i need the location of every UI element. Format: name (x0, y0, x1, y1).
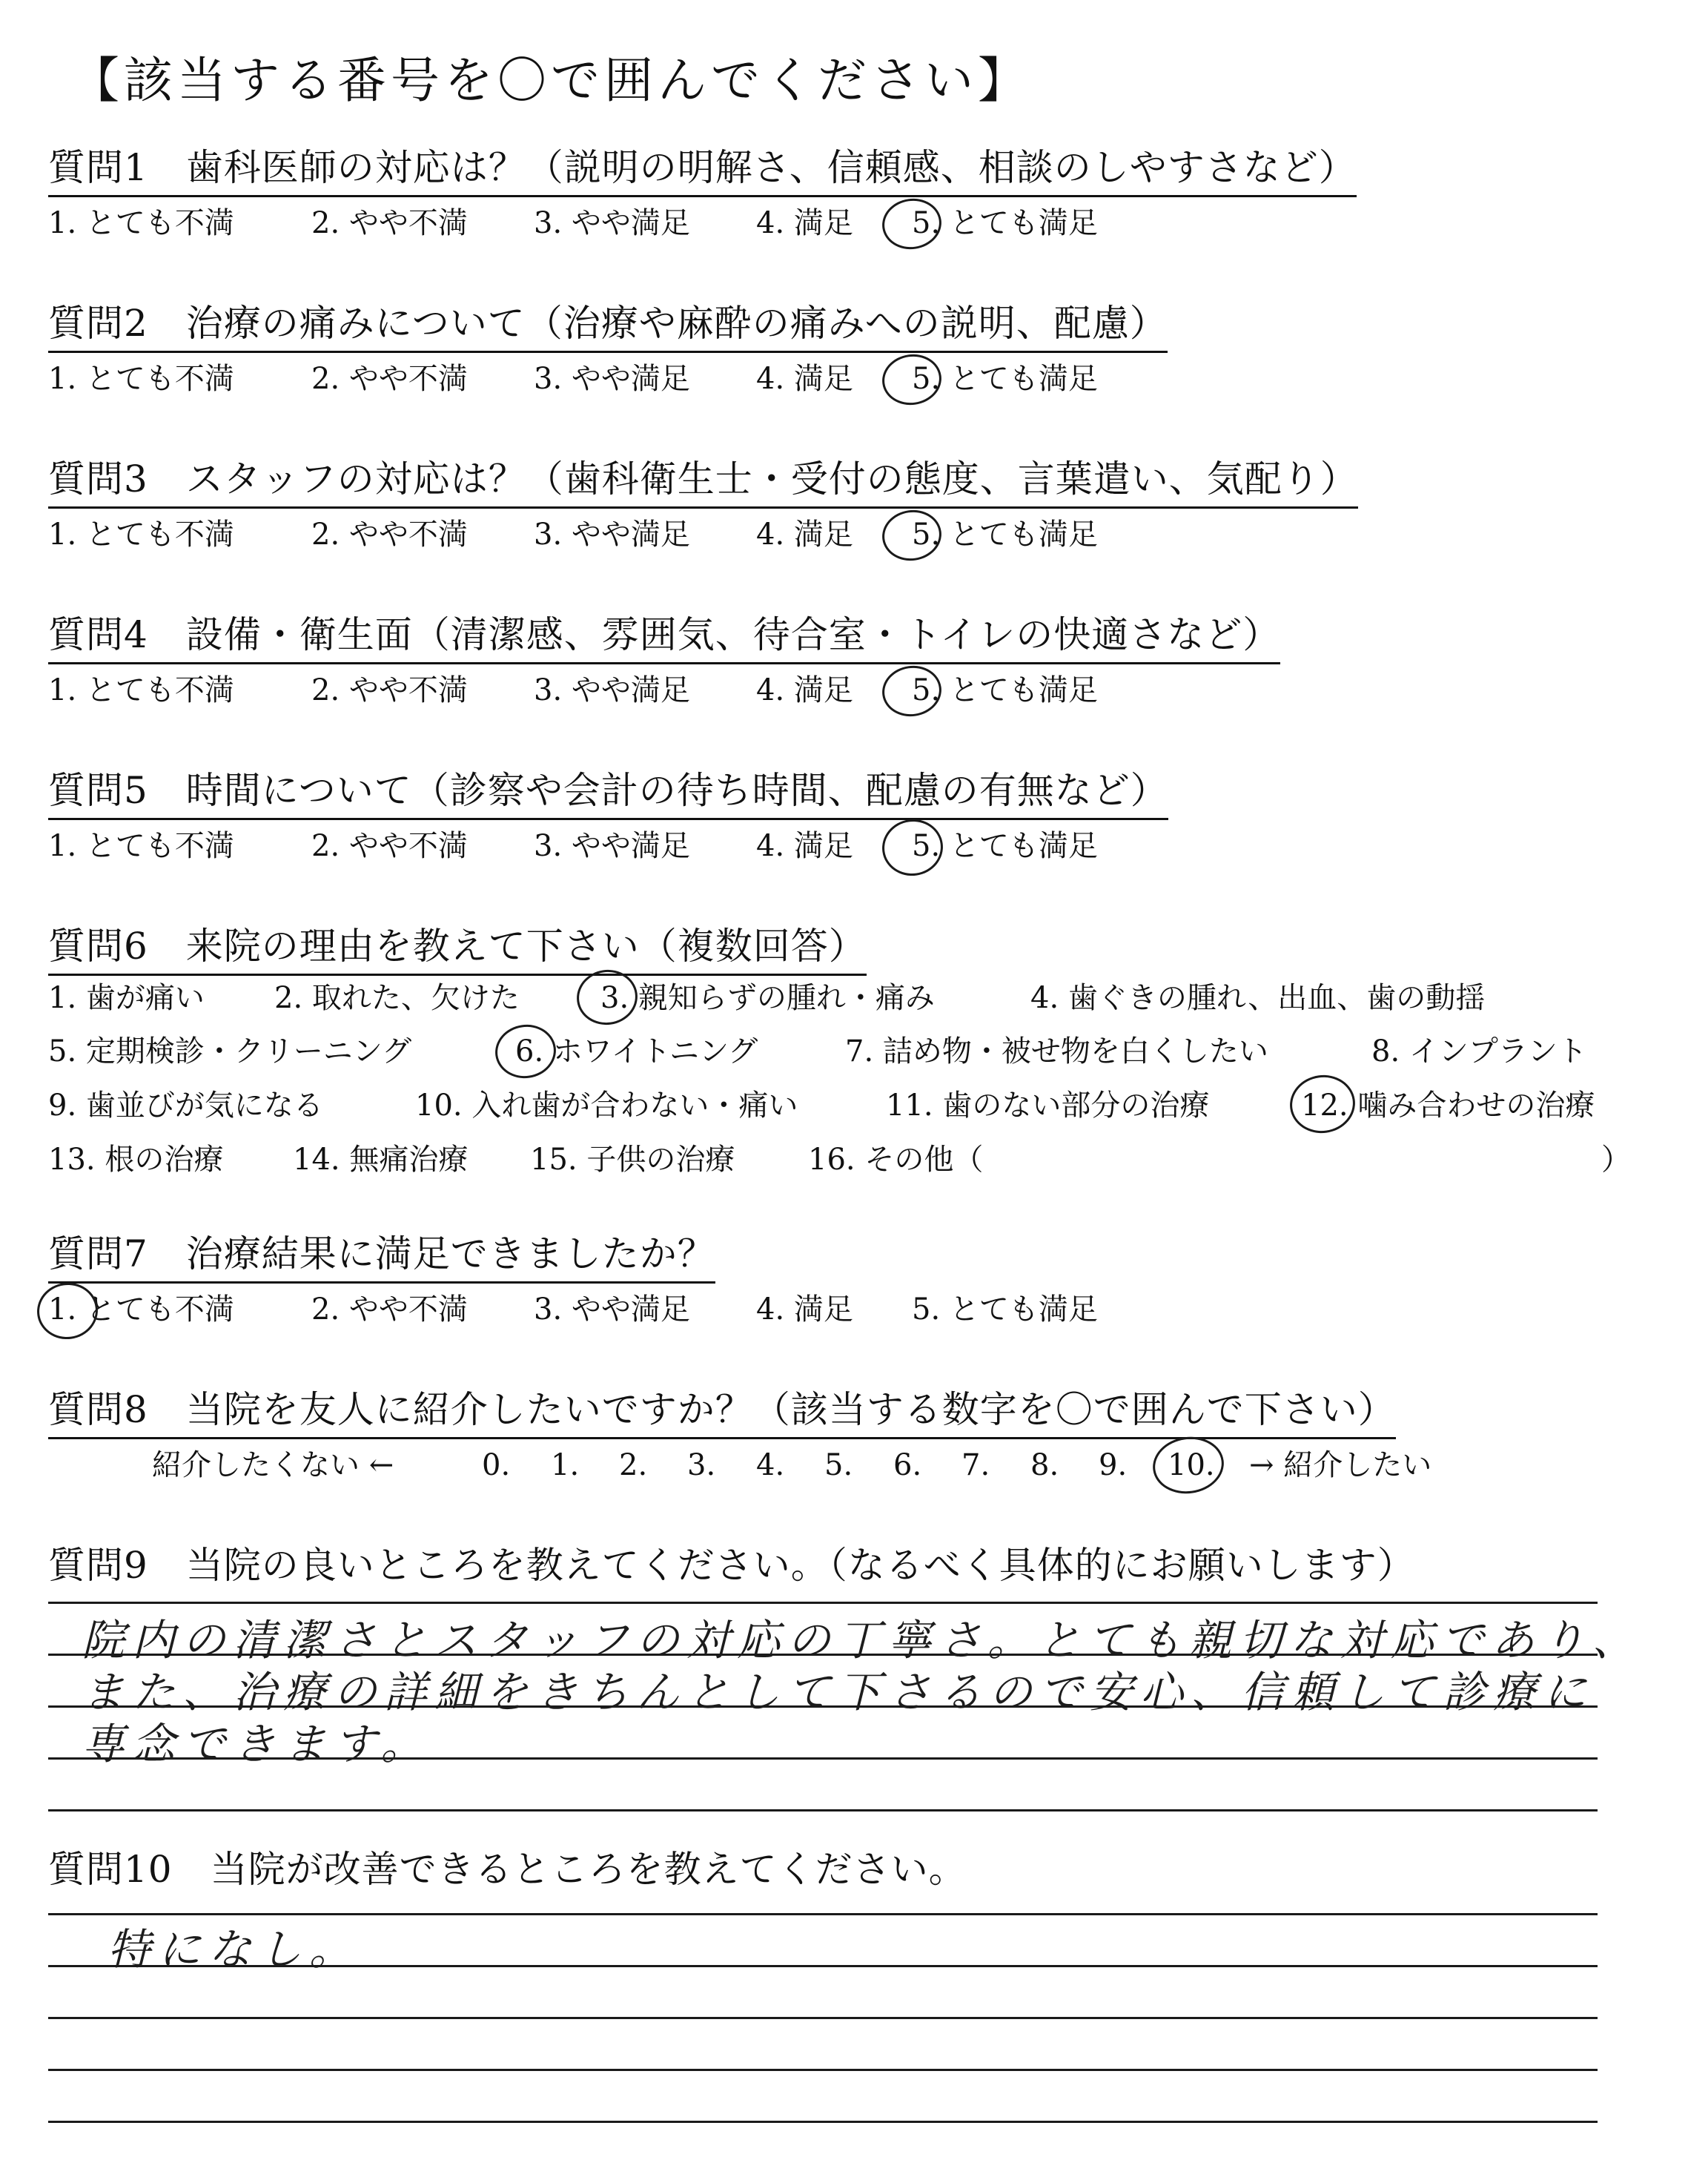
question-3-options (48, 515, 1234, 554)
question-4-options (48, 671, 1234, 710)
question-3-heading: 質問3 スタッフの対応は？（歯科衛生士・受付の態度、言葉遣い、気配り） (48, 456, 1358, 509)
q8-left-label: 紹介したくない ← (152, 1448, 394, 1482)
q3-option-5[interactable]: 5. とても満足 (912, 518, 1098, 552)
answer-circle-mark (878, 816, 947, 880)
q8-scale-7[interactable]: 7. (961, 1448, 990, 1482)
q2-option-3[interactable]: 3. やや満足 (534, 362, 690, 396)
q3-option-1[interactable]: 1. とても不満 (48, 518, 234, 552)
q8-scale-10[interactable]: 10. (1168, 1448, 1215, 1482)
q4-option-4[interactable]: 4. 満足 (756, 673, 853, 707)
q1-option-4[interactable]: 4. 満足 (756, 206, 853, 240)
question-8-scale (152, 1446, 1486, 1484)
q6-option-6[interactable]: 6. ホワイトニング (515, 1034, 758, 1069)
q10-handwritten-line-1: 特になし。 (107, 1924, 360, 1975)
answer-line (48, 2069, 1598, 2071)
q6-option-1[interactable]: 1. 歯が痛い (48, 981, 205, 1015)
q9-handwritten-line-2: また、治療の詳細をきちんとして下さるので安心、信頼して診療に (82, 1667, 1595, 1717)
q6-option-11[interactable]: 11. 歯のない部分の治療 (886, 1089, 1210, 1123)
q3-option-3[interactable]: 3. やや満足 (534, 518, 690, 552)
q5-option-5[interactable]: 5. とても満足 (912, 829, 1098, 863)
q5-option-2[interactable]: 2. やや不満 (311, 829, 468, 863)
question-5-options (48, 827, 1234, 865)
q6-option-7[interactable]: 7. 詰め物・被せ物を白くしたい (845, 1034, 1268, 1069)
q4-option-5[interactable]: 5. とても満足 (912, 673, 1098, 707)
q2-option-5[interactable]: 5. とても満足 (912, 362, 1098, 396)
q9-handwritten-line-3: 専念できます。 (82, 1719, 431, 1769)
q3-option-2[interactable]: 2. やや不満 (311, 518, 468, 552)
q6-option-10[interactable]: 10. 入れ歯が合わない・痛い (415, 1089, 798, 1123)
answer-line (48, 1809, 1598, 1811)
q1-option-3[interactable]: 3. やや満足 (534, 206, 690, 240)
q4-option-2[interactable]: 2. やや不満 (311, 673, 468, 707)
question-5-heading: 質問5 時間について（診察や会計の待ち時間、配慮の有無など） (48, 767, 1168, 820)
q5-option-1[interactable]: 1. とても不満 (48, 829, 234, 863)
question-9-heading: 質問9 当院の良いところを教えてください。（なるべく具体的にお願いします） (48, 1544, 1415, 1587)
q8-scale-1[interactable]: 1. (551, 1448, 580, 1482)
q6-option-15[interactable]: 15. 子供の治療 (530, 1143, 735, 1177)
q6-option-9[interactable]: 9. 歯並びが気になる (48, 1089, 323, 1123)
question-10-heading: 質問10 当院が改善できるところを教えてください。 (48, 1848, 967, 1891)
q6-option-2[interactable]: 2. 取れた、欠けた (274, 981, 520, 1015)
q2-option-2[interactable]: 2. やや不満 (311, 362, 468, 396)
q7-option-5[interactable]: 5. とても満足 (912, 1292, 1098, 1327)
q6-option-16[interactable]: 16. その他（ (808, 1143, 984, 1177)
question-7-heading: 質問7 治療結果に満足できましたか？ (48, 1231, 715, 1284)
q2-option-4[interactable]: 4. 満足 (756, 362, 853, 396)
question-1-options (48, 204, 1234, 242)
question-8-heading: 質問8 当院を友人に紹介したいですか？（該当する数字を〇で囲んで下さい） (48, 1387, 1396, 1439)
q3-option-4[interactable]: 4. 満足 (756, 518, 853, 552)
q6-option-12[interactable]: 12. 噛み合わせの治療 (1301, 1089, 1595, 1123)
q8-scale-3[interactable]: 3. (687, 1448, 716, 1482)
q6-option-3[interactable]: 3. 親知らずの腫れ・痛み (600, 981, 935, 1015)
question-1-heading: 質問1 歯科医師の対応は？（説明の明解さ、信頼感、相談のしやすさなど） (48, 145, 1357, 197)
q2-option-1[interactable]: 1. とても不満 (48, 362, 234, 396)
question-4-heading: 質問4 設備・衛生面（清潔感、雰囲気、待合室・トイレの快適さなど） (48, 612, 1280, 664)
q1-option-1[interactable]: 1. とても不満 (48, 206, 234, 240)
q8-scale-6[interactable]: 6. (893, 1448, 922, 1482)
question-2-heading: 質問2 治療の痛みについて（治療や麻酔の痛みへの説明、配慮） (48, 300, 1168, 353)
q6-option-16-close: ） (1601, 1143, 1631, 1177)
answer-circle-mark (1149, 1433, 1228, 1499)
q6-option-8[interactable]: 8. インプラント (1371, 1034, 1587, 1069)
q7-option-2[interactable]: 2. やや不満 (311, 1292, 468, 1327)
q6-option-13[interactable]: 13. 根の治療 (48, 1143, 224, 1177)
q9-handwritten-line-1: 院内の清潔さとスタッフの対応の丁寧さ。とても親切な対応であり、 (82, 1615, 1643, 1665)
q4-option-1[interactable]: 1. とても不満 (48, 673, 234, 707)
question-6-options (48, 979, 1664, 1201)
page-title: 【該当する番号を〇で囲んでください】 (70, 52, 1031, 109)
q6-option-14[interactable]: 14. 無痛治療 (293, 1143, 469, 1177)
q4-option-3[interactable]: 3. やや満足 (534, 673, 690, 707)
question-6-heading: 質問6 来院の理由を教えて下さい（複数回答） (48, 923, 867, 976)
question-2-options (48, 360, 1234, 398)
q8-scale-0[interactable]: 0. (482, 1448, 511, 1482)
q1-option-5[interactable]: 5. とても満足 (912, 206, 1098, 240)
q5-option-4[interactable]: 4. 満足 (756, 829, 853, 863)
q1-option-2[interactable]: 2. やや不満 (311, 206, 468, 240)
q7-option-1[interactable]: 1. とても不満 (48, 1292, 234, 1327)
q6-option-4[interactable]: 4. 歯ぐきの腫れ、出血、歯の動揺 (1030, 981, 1486, 1015)
q8-right-label: → 紹介したい (1249, 1448, 1432, 1482)
q7-option-4[interactable]: 4. 満足 (756, 1292, 853, 1327)
q5-option-3[interactable]: 3. やや満足 (534, 829, 690, 863)
answer-line (48, 2017, 1598, 2019)
q8-scale-2[interactable]: 2. (619, 1448, 648, 1482)
q8-scale-5[interactable]: 5. (824, 1448, 853, 1482)
q7-option-3[interactable]: 3. やや満足 (534, 1292, 690, 1327)
q8-scale-4[interactable]: 4. (756, 1448, 785, 1482)
q8-scale-8[interactable]: 8. (1030, 1448, 1059, 1482)
answer-line (48, 1602, 1598, 1604)
q8-scale-9[interactable]: 9. (1099, 1448, 1128, 1482)
answer-line (48, 2121, 1598, 2123)
q6-option-5[interactable]: 5. 定期検診・クリーニング (48, 1034, 412, 1069)
question-7-options (48, 1290, 1234, 1329)
answer-circle-mark (33, 1279, 102, 1344)
